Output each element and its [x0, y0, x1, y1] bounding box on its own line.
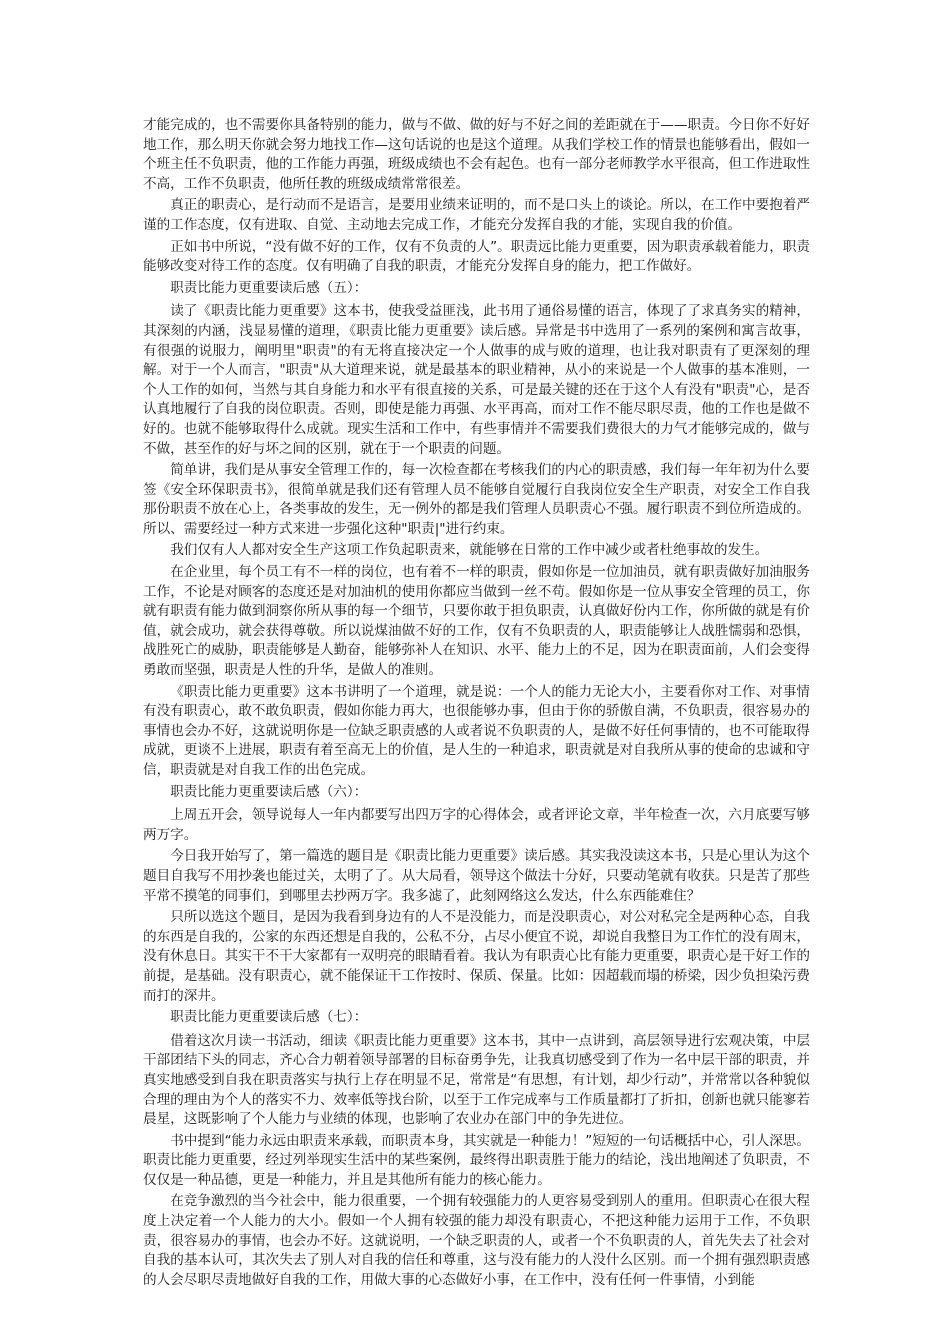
paragraph: 在企业里，每个员工有不一样的岗位，也有着不一样的职责，假如你是一位加油员，就有职责做好加油服务工作，不论是对顾客的态度还是对加油机的使用你都应当做到一丝不苟。假如你是一位从事安全管理的员工，你就有职责有能力做到洞察你所从事的每一个细节，只要你敢于担负职责，认真做好份内工作，你所做的就是有价值，就会成功，就会获得尊敬。所以说煤油做不好的工作，仅有不负职责的人，职责能够让人战胜懦弱和恐惧，战胜死亡的威胁，职责能够是人勤奋，能够弥补人在知识、水平、能力上的不足，因为在职责面前，人们会变得勇敢而坚强，职责是人性的升华，是做人的准则。 [143, 564, 810, 679]
paragraph: 在竞争激烈的当今社会中，能力很重要，一个拥有较强能力的人更容易受到别人的重用。但职责心在很大程度上决定着一个人能力的大小。假如一个人拥有较强的能力却没有职责心，不把这种能力运用于工作，不负职责，很容易办的事情，也会办不好。这就说明，一个缺乏职责的人，或者一个不负职责的人，首先失去了社会对自我的基本认可，其次失去了别人对自我的信任和尊重，这与没有能力的人没什么区别。而一个拥有强烈职责感的人会尽职尽责地做好自我的工作，用做大事的心态做好小事，在工作中，没有任何一件事情，小到能 [143, 1193, 810, 1288]
paragraph: 读了《职责比能力更重要》这本书，使我受益匪浅，此书用了通俗易懂的语言，体现了了求真务实的精神，其深刻的内涵，浅显易懂的道理，《职责比能力更重要》读后感。异常是书中选用了一系列的案例和寓言故事，有很强的说服力，阐明里"职责"的有无将直接决定一个人做事的成与败的道理，也让我对职责有了更深刻的理解。对于一个人而言，"职责"从大道理来说，就是最基本的职业精神，从小的来说是一个人做事的基本准则，一个人工作的如何，当然与其自身能力和水平有很直接的关系，可是最关键的还在于这个人有没有"职责"心，是否认真地履行了自我的岗位职责。否则，即使是能力再强、水平再高，而对工作不能尽职尽责，他的工作也是做不好的。也就不能够取得什么成就。现实生活和工作中，有些事情并不需要我们费很大的力气才能够完成的，做与不做，甚至作的好与坏之间的区别，就在于一个职责的问题。 [143, 303, 810, 457]
paragraph: 我们仅有人人都对安全生产这项工作负起职责来，就能够在日常的工作中减少或者杜绝事故的发生。 [170, 542, 769, 559]
paragraph: 简单讲，我们是从事安全管理工作的，每一次检查都在考核我们的内心的职责感，我们每一年年初为什么要签《安全环保职责书》，很简单就是我们还有管理人员不能够自觉履行自我岗位安全生产职责，对安全工作自我那份职责不放在心上，各类事故的发生，无一例外的都是我们管理人员职责心不强。履行职责不到位所造成的。所以、需要经过一种方式来进一步强化这种"职责|"进行约束。 [143, 462, 810, 537]
paragraph: 借着这次月读一书活动，细读《职责比能力更重要》这本书，其中一点讲到，高层领导进行宏观决策，中层干部团结下头的同志，齐心合力朝着领导部署的目标奋勇争先，让我真切感受到了作为一名中层干部的职责，并真实地感受到自我在职责落实与执行上存在明显不足，常常是“有思想，有计划，却少行动”，并常常以各种貌似合理的理由为个人的落实不力、效率低等找台阶，以至于工作完成率与工作质量都打了折扣，创新也就只能寥若晨星，这既影响了个人能力与业绩的体现，也影响了农业办在部门中的争先进位。 [143, 1032, 810, 1128]
section-heading: 职责比能力更重要读后感（七）： [170, 1009, 368, 1026]
section-heading: 职责比能力更重要读后感（六）： [170, 783, 368, 800]
paragraph: 只所以选这个题目，是因为我看到身边有的人不是没能力，而是没职责心，对公对私完全是两种心态，自我的东西是自我的，公家的东西还想是自我的，公私不分，占尽小便宜不说，却说自我整日为工作忙的没有周末，没有休息日。其实干不干大家都有一双明亮的眼睛看着。我认为有职责心比有能力更重要，职责心是干好工作的前提，是基础。没有职责心，就不能保证干工作按时、保质、保量。比如：因超载而塌的桥梁，因少负担染污费而打的深井。 [143, 909, 810, 1004]
paragraph: 今日我开始写了，第一篇选的题目是《职责比能力更重要》读后感。其实我没读这本书，只是心里认为这个题目自我写不用抄袭也能过关，太明了了。从大局看，领导这个做法十分好，只要动笔就有收获。只是苦了那些平常不摸笔的同事们，到哪里去抄两万字。我多滤了，此刻网络这么发达，什么东西能难住？ [143, 848, 810, 904]
paragraph: 才能完成的，也不需要你具备特别的能力，做与不做、做的好与不好之间的差距就在于——职责。今日你不好好地工作，那么明天你就会努力地找工作—这句话说的也是这个道理。从我们学校工作的情景也能够看出，假如一个班主任不负职责，他的工作能力再强，班级成绩也不会有起色。也有一部分老师教学水平很高，但工作进取性不高，工作不负职责，他所任教的班级成绩常常很差。 [143, 117, 810, 192]
paragraph: 《职责比能力更重要》这本书讲明了一个道理，就是说：一个人的能力无论大小，主要看你对工作、对事情有没有职责心，敢不敢负职责，假如你能力再大，也很能够办事，但由于你的骄傲自满，不负职责，很容易办的事情也会办不好，这就说明你是一位缺乏职责感的人或者说不负职责的人，是做不好任何事情的，也不可能取得成就，更谈不上进展，职责有着至高无上的价值，是人生的一种追求，职责就是对自我所从事的使命的忠诚和守信，职责就是对自我工作的出色完成。 [143, 683, 810, 778]
section-heading: 职责比能力更重要读后感（五）： [170, 279, 368, 296]
paragraph: 正如书中所说，“没有做不好的工作，仅有不负责的人”。职责远比能力更重要，因为职责承载着能力，职责能够改变对待工作的态度。仅有明确了自我的职责，才能充分发挥自身的能力，把工作做好。 [143, 238, 810, 275]
paragraph: 书中提到“能力永远由职责来承载，而职责本身，其实就是一种能力！”短短的一句话概括中心，引人深思。职责比能力更重要，经过列举现实生活中的某些案例，最终得出职责胜于能力的结论，浅出地阐述了负职责，不仅仅是一种品德，更是一种能力，并且是其他所有能力的核心能力。 [143, 1132, 810, 1188]
paragraph: 真正的职责心，是行动而不是语言，是要用业绩来证明的，而不是口头上的谈论。所以，在工作中要抱着严谨的工作态度，仅有进取、自觉、主动地去完成工作，才能充分发挥自我的才能，实现自我的价值。 [143, 197, 810, 233]
paragraph: 上周五开会，领导说每人一年内都要写出四万字的心得体会，或者评论文章，半年检查一次，六月底要写够两万字。 [143, 807, 810, 843]
